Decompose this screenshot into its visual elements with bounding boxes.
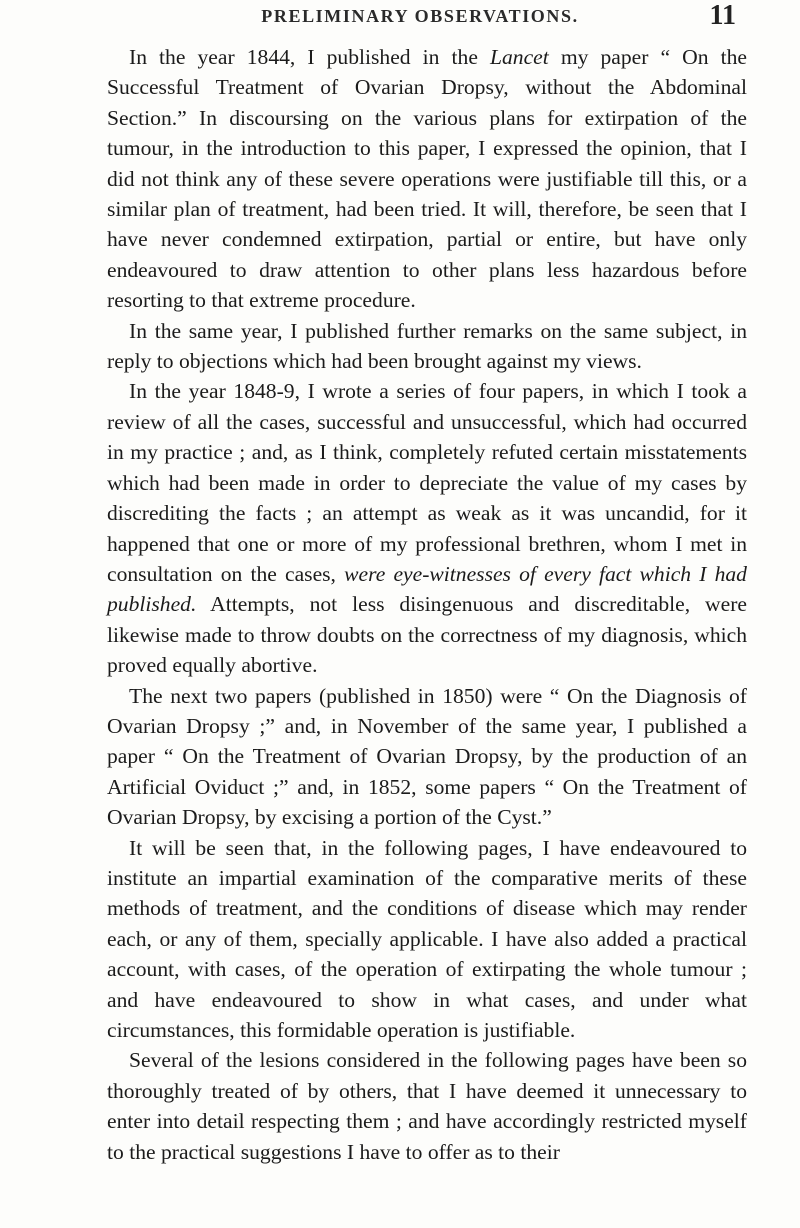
paragraph	[107, 376, 747, 680]
text-segment: The next two papers (published in 1850) were “ On the Diagnosis of Ovarian Dropsy ;” and, in November of the same year, I published a paper “ On the Treatment of Ovarian Dropsy, by the production of an Artificial Oviduct ;” and, in 1852, some papers “ On the Treatment of Ovarian Dropsy, by excising a portion of the Cyst.”	[107, 683, 747, 830]
text-segment: In the same year, I published further remarks on the same subject, in reply to objections which had been brought against my views.	[107, 318, 747, 374]
text-segment: Several of the lesions considered in the following pages have been so thoroughly treated of by others, that I have deemed it unnecessary to enter into detail respecting them ; and have accordingly restricted myself to the practical suggestions I have to offer as to their	[107, 1048, 747, 1164]
text-segment: my paper “ On the Successful Treatment of Ovarian Dropsy, without the Abdominal Section.” In discoursing on the various plans for extirpation of the tumour, in the introduction to this paper, I expressed the opinion, that I did not think any of these severe operations were justifiable till this, or a similar plan of treatment, had been tried. It will, therefore, be seen that I have never condemned extirpation, partial or entire, but have only endeavoured to draw attention to other plans less hazardous before resorting to that extreme procedure.	[107, 45, 747, 313]
text-segment: Attempts, not less disingenuous and discreditable, were likewise made to throw doubts on the correctness of my diagnosis, which proved equally abortive.	[107, 592, 747, 678]
text-segment: In the year 1844, I published in the	[129, 45, 490, 69]
paragraph	[107, 681, 747, 833]
paragraph	[107, 833, 747, 1046]
paragraph	[107, 42, 747, 316]
text-segment: It will be seen that, in the following pages, I have endeavoured to institute an impartial examination of the comparative merits of these methods of treatment, and the conditions of disease which may render each, or any of them, specially applicable. I have also added a practical account, with cases, of the operation of extirpating the whole tumour ; and have endeavoured to show in what cases, and under what circumstances, this formidable operation is justifiable.	[107, 835, 747, 1042]
paragraph	[107, 316, 747, 377]
paragraph	[107, 1045, 747, 1167]
italic-text-segment: Lancet	[489, 45, 549, 69]
running-head	[100, 0, 740, 32]
body-text	[107, 42, 747, 1167]
page-number: 11	[709, 0, 736, 31]
italic-text-segment: were eye-witnesses of every fact which I had published.	[107, 561, 747, 617]
running-title: PRELIMINARY OBSERVATIONS.	[261, 6, 579, 26]
text-segment: In the year 1848-9, I wrote a series of four papers, in which I took a review of all the cases, successful and unsuccessful, which had occurred in my practice ; and, as I think, completely refuted certain misstatements which had been made in order to depreciate the value of my cases by discrediting the facts ; an attempt as weak as it was uncandid, for it happened that one or more of my professional brethren, whom I met in consultation on the cases,	[107, 379, 747, 586]
